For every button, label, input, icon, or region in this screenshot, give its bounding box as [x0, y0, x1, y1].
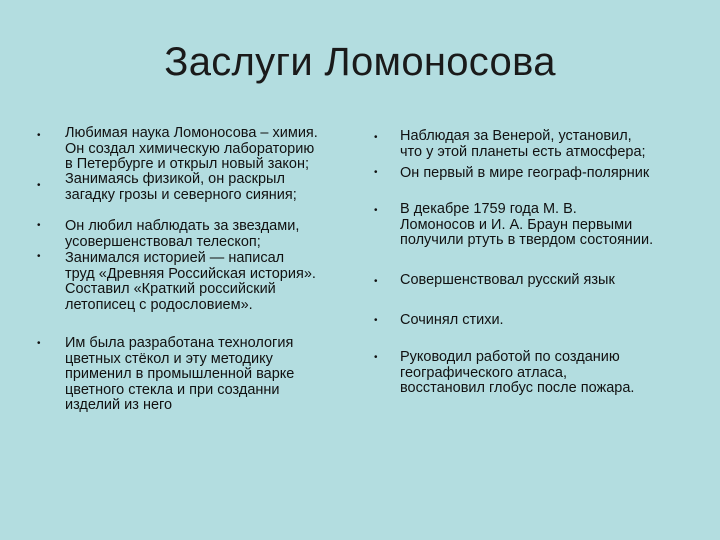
left-bullet-text-2: Занимаясь физикой, он раскрыл загадку грозы и северного сияния; [65, 171, 297, 203]
left-bullet-text-1: Любимая наука Ломоносова – химия. Он создал химическую лабораторию в Петербурге и открыл новый закон; [65, 125, 318, 172]
left-bullet-text-3: Он любил наблюдать за звездами, усовершенствовал телескоп; [65, 218, 300, 250]
bullet-marker: • [374, 276, 378, 287]
right-bullet-text-4: Совершенствовал русский язык [400, 272, 615, 288]
right-bullet-text-6: Руководил работой по созданию географического атласа, восстановил глобус после пожара. [400, 349, 635, 396]
bullet-marker: • [37, 130, 41, 141]
left-bullet-text-5: Им была разработана технология цветных стёкол и эту методику применил в промышленной варке цветного стекла и при созданни изделий из него [65, 335, 295, 413]
bullet-marker: • [374, 205, 378, 216]
right-bullet-text-1: Наблюдая за Венерой, установил, что у этой планеты есть атмосфера; [400, 128, 646, 160]
bullet-marker: • [37, 338, 41, 349]
bullet-marker: • [37, 220, 41, 231]
bullet-marker: • [374, 315, 378, 326]
bullet-marker: • [374, 132, 378, 143]
bullet-marker: • [374, 167, 378, 178]
left-bullet-text-4: Занимался историей — написал труд «Древняя Российская история». Составил «Краткий российский летописец с родословием». [65, 250, 316, 313]
bullet-marker: • [37, 251, 41, 262]
right-bullet-text-5: Сочинял стихи. [400, 312, 504, 328]
bullet-marker: • [374, 352, 378, 363]
right-bullet-text-3: В декабре 1759 года М. В. Ломоносов и И. А. Браун первыми получили ртуть в твердом состоянии. [400, 201, 654, 248]
slide-title: Заслуги Ломоносова [164, 40, 556, 84]
right-bullet-text-2: Он первый в мире географ-полярник [400, 165, 650, 181]
bullet-marker: • [37, 180, 41, 191]
